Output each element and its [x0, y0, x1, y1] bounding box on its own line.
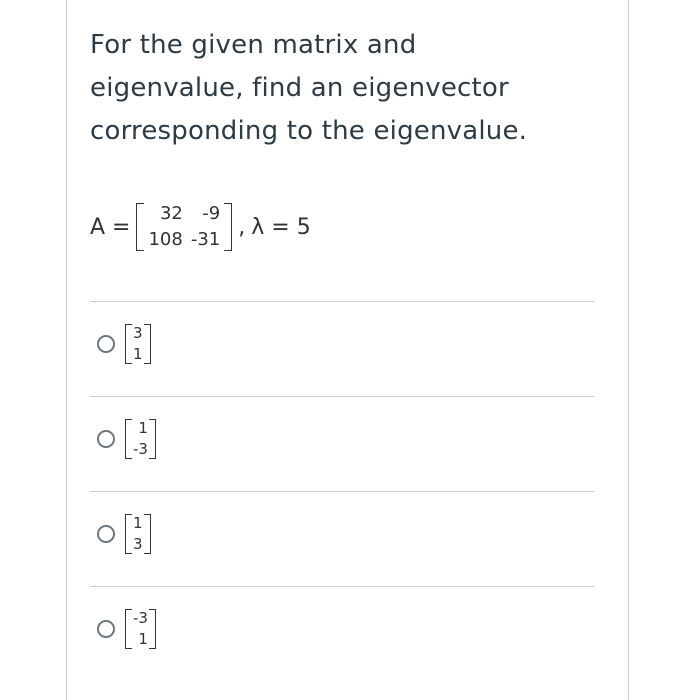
matrix-cell: -9 — [202, 203, 221, 224]
option-divider — [90, 491, 594, 492]
question-line: For the given matrix and — [90, 30, 417, 60]
vector — [125, 608, 156, 650]
question-line: eigenvalue, find an eigenvector — [90, 73, 509, 103]
vector-entry: 1 — [133, 514, 143, 532]
vector-entry: 1 — [138, 419, 148, 437]
matrix-a — [136, 201, 232, 253]
vector-entry: 3 — [133, 324, 143, 342]
vector-entry: -3 — [133, 609, 148, 627]
matrix-cell: 32 — [159, 203, 183, 224]
radio-button[interactable] — [97, 525, 115, 543]
equation-lhs: A = — [90, 214, 131, 240]
vector-entry: 1 — [133, 345, 143, 363]
answer-option-2[interactable] — [97, 404, 156, 474]
question-card — [66, 0, 629, 700]
equation-comma: , — [238, 214, 246, 240]
option-divider — [90, 586, 594, 587]
radio-button[interactable] — [97, 430, 115, 448]
equation-eigenvalue: λ = 5 — [251, 214, 311, 240]
radio-button[interactable] — [97, 335, 115, 353]
matrix-cell: -31 — [190, 229, 221, 250]
equation — [90, 192, 311, 262]
answer-option-3[interactable] — [97, 499, 151, 569]
answer-option-1[interactable] — [97, 309, 151, 379]
radio-button[interactable] — [97, 620, 115, 638]
vector-entry: 1 — [138, 630, 148, 648]
vector — [125, 513, 151, 555]
option-divider — [90, 301, 594, 302]
vector — [125, 323, 151, 365]
vector — [125, 418, 156, 460]
question-text — [90, 24, 610, 153]
answer-option-4[interactable] — [97, 594, 156, 664]
option-divider — [90, 396, 594, 397]
vector-entry: -3 — [133, 440, 148, 458]
vector-entry: 3 — [133, 535, 143, 553]
question-line: corresponding to the eigenvalue. — [90, 116, 528, 146]
matrix-cell: 108 — [148, 229, 183, 250]
